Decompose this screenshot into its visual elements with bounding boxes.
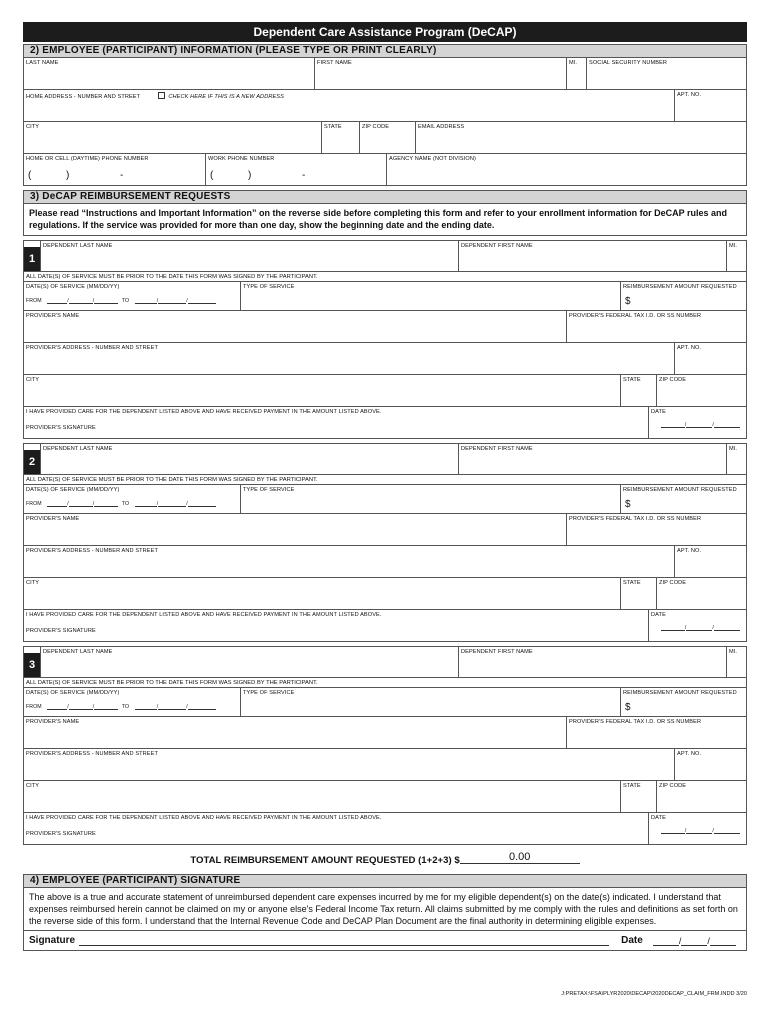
dates-of-service-field[interactable]: DATE(S) OF SERVICE (MM/DD/YY) FROM / / TO / / — [24, 282, 240, 310]
dates-of-service-field[interactable]: DATE(S) OF SERVICE (MM/DD/YY) FROM / / TO / / — [24, 688, 240, 716]
dependent-last-name-field[interactable]: DEPENDENT LAST NAME — [40, 241, 458, 271]
provider-zip-field[interactable]: ZIP CODE — [656, 781, 746, 812]
provider-state-field[interactable]: STATE — [620, 781, 656, 812]
provider-city-field[interactable]: CITY — [26, 580, 40, 586]
provider-signature-field[interactable]: I HAVE PROVIDED CARE FOR THE DEPENDENT LISTED ABOVE AND HAVE RECEIVED PAYMENT IN THE AMOUNT LISTED ABOVE. PROVIDER'S SIGNATURE — [26, 612, 382, 634]
dependent-last-name-field[interactable]: DEPENDENT LAST NAME — [40, 647, 458, 677]
home-address-field[interactable]: HOME ADDRESS - NUMBER AND STREET CHECK HERE IF THIS IS A NEW ADDRESS — [26, 94, 284, 100]
dates-notice: ALL DATE(S) OF SERVICE MUST BE PRIOR TO THE DATE THIS FORM WAS SIGNED BY THE PARTICIPANT. — [23, 475, 747, 485]
address-row — [23, 90, 747, 122]
provider-state-field[interactable]: STATE — [620, 578, 656, 609]
dependent-first-name-field[interactable]: DEPENDENT FIRST NAME — [458, 647, 726, 677]
provider-zip-field[interactable]: ZIP CODE — [656, 578, 746, 609]
apt-field[interactable]: APT. NO. — [674, 90, 746, 121]
dependent-number: 3 — [24, 653, 40, 677]
provider-apt-field[interactable]: APT. NO. — [674, 749, 746, 780]
dependent-mi-field[interactable]: MI. — [726, 647, 746, 677]
section4-statement: The above is a true and accurate statement of unreimbursed dependent care expenses incurred by me for my eligible dependent(s) on the date(s) indicated. I understand that expenses reimbursed herein cannot be claimed on my or anyone else's Federal Income Tax return. All claims submitted by me comply with the rules and definitions as set forth on the reverse side of this form. I understand that the Internal Revenue Code and DeCAP Plan Document are the final authority in determining eligible expenses. — [23, 888, 747, 931]
provider-address-field[interactable]: PROVIDER'S ADDRESS - NUMBER AND STREET — [26, 548, 158, 554]
zip-field[interactable]: ZIP CODE — [359, 122, 415, 153]
provider-signature-field[interactable]: I HAVE PROVIDED CARE FOR THE DEPENDENT LISTED ABOVE AND HAVE RECEIVED PAYMENT IN THE AMOUNT LISTED ABOVE. PROVIDER'S SIGNATURE — [26, 815, 382, 837]
date-label: Date — [621, 935, 643, 946]
total-label: TOTAL REIMBURSEMENT AMOUNT REQUESTED (1+2+3) $ — [190, 855, 460, 866]
type-of-service-field[interactable]: TYPE OF SERVICE — [240, 485, 620, 513]
provider-tax-id-field[interactable]: PROVIDER'S FEDERAL TAX I.D. OR SS NUMBER — [566, 514, 746, 545]
city-row — [23, 122, 747, 154]
home-phone-field[interactable]: HOME OR CELL (DAYTIME) PHONE NUMBER ( ) - — [26, 156, 149, 181]
dependent-number: 2 — [24, 450, 40, 474]
provider-tax-id-field[interactable]: PROVIDER'S FEDERAL TAX I.D. OR SS NUMBER — [566, 311, 746, 342]
section3-instructions: Please read “Instructions and Important Information” on the reverse side before completing this form and refer to your enrollment information for DeCAP rules and regulations. If the service was provided for more than one day, show the beginning date and the ending date. — [23, 204, 747, 236]
dates-notice: ALL DATE(S) OF SERVICE MUST BE PRIOR TO THE DATE THIS FORM WAS SIGNED BY THE PARTICIPANT. — [23, 678, 747, 688]
provider-city-field[interactable]: CITY — [26, 783, 40, 789]
provider-zip-field[interactable]: ZIP CODE — [656, 375, 746, 406]
total-row — [23, 851, 747, 868]
form-page — [23, 22, 747, 997]
dates-of-service-field[interactable]: DATE(S) OF SERVICE (MM/DD/YY) FROM / / TO / / — [24, 485, 240, 513]
section3-heading: 3) DeCAP REIMBURSEMENT REQUESTS — [23, 190, 747, 204]
provider-date-field[interactable]: DATE / / — [648, 407, 746, 438]
dependent-first-name-field[interactable]: DEPENDENT FIRST NAME — [458, 444, 726, 474]
provider-date-field[interactable]: DATE / / — [648, 610, 746, 641]
new-address-checkbox[interactable] — [158, 92, 165, 99]
reimbursement-amount-field[interactable]: REIMBURSEMENT AMOUNT REQUESTED $ — [620, 485, 746, 513]
provider-apt-field[interactable]: APT. NO. — [674, 343, 746, 374]
mi-field[interactable]: MI. — [566, 58, 586, 89]
dependent-block — [23, 443, 747, 642]
signature-field[interactable] — [79, 940, 609, 946]
reimbursement-amount-field[interactable]: REIMBURSEMENT AMOUNT REQUESTED $ — [620, 688, 746, 716]
form-title: Dependent Care Assistance Program (DeCAP) — [23, 22, 747, 42]
total-value[interactable]: 0.00 — [460, 851, 580, 864]
dependent-mi-field[interactable]: MI. — [726, 444, 746, 474]
dependent-number: 1 — [24, 247, 40, 271]
email-field[interactable]: EMAIL ADDRESS — [415, 122, 746, 153]
signature-date-field[interactable]: / / — [653, 936, 736, 946]
provider-signature-field[interactable]: I HAVE PROVIDED CARE FOR THE DEPENDENT LISTED ABOVE AND HAVE RECEIVED PAYMENT IN THE AMOUNT LISTED ABOVE. PROVIDER'S SIGNATURE — [26, 409, 382, 431]
last-name-field[interactable]: LAST NAME — [26, 60, 59, 66]
provider-state-field[interactable]: STATE — [620, 375, 656, 406]
provider-date-field[interactable]: DATE / / — [648, 813, 746, 844]
dependent-block — [23, 240, 747, 439]
work-phone-field[interactable]: WORK PHONE NUMBER ( ) - — [205, 154, 386, 185]
ssn-field[interactable]: SOCIAL SECURITY NUMBER — [586, 58, 746, 89]
state-field[interactable]: STATE — [321, 122, 359, 153]
section4-heading: 4) EMPLOYEE (PARTICIPANT) SIGNATURE — [23, 874, 747, 888]
reimbursement-amount-field[interactable]: REIMBURSEMENT AMOUNT REQUESTED $ — [620, 282, 746, 310]
provider-city-field[interactable]: CITY — [26, 377, 40, 383]
provider-address-field[interactable]: PROVIDER'S ADDRESS - NUMBER AND STREET — [26, 345, 158, 351]
signature-label: Signature — [29, 935, 76, 946]
signature-row — [23, 931, 747, 951]
dependent-block — [23, 646, 747, 845]
provider-apt-field[interactable]: APT. NO. — [674, 546, 746, 577]
dependent-last-name-field[interactable]: DEPENDENT LAST NAME — [40, 444, 458, 474]
city-field[interactable]: CITY — [26, 124, 40, 130]
type-of-service-field[interactable]: TYPE OF SERVICE — [240, 688, 620, 716]
provider-name-field[interactable]: PROVIDER'S NAME — [26, 313, 80, 319]
dependent-mi-field[interactable]: MI. — [726, 241, 746, 271]
provider-name-field[interactable]: PROVIDER'S NAME — [26, 516, 80, 522]
footer-path: J:PRETAX:\FSA\PLYR2020\DECAP\2020DECAP_CLAIM_FRM.INDD 3/20 — [561, 991, 747, 997]
dependents-list — [23, 240, 747, 845]
dates-notice: ALL DATE(S) OF SERVICE MUST BE PRIOR TO THE DATE THIS FORM WAS SIGNED BY THE PARTICIPANT. — [23, 272, 747, 282]
agency-field[interactable]: AGENCY NAME (NOT DIVISION) — [386, 154, 746, 185]
first-name-field[interactable]: FIRST NAME — [314, 58, 566, 89]
phone-row — [23, 154, 747, 186]
name-row — [23, 58, 747, 90]
provider-address-field[interactable]: PROVIDER'S ADDRESS - NUMBER AND STREET — [26, 751, 158, 757]
provider-tax-id-field[interactable]: PROVIDER'S FEDERAL TAX I.D. OR SS NUMBER — [566, 717, 746, 748]
section2-heading: 2) EMPLOYEE (PARTICIPANT) INFORMATION (PLEASE TYPE OR PRINT CLEARLY) — [23, 44, 747, 58]
provider-name-field[interactable]: PROVIDER'S NAME — [26, 719, 80, 725]
dependent-first-name-field[interactable]: DEPENDENT FIRST NAME — [458, 241, 726, 271]
type-of-service-field[interactable]: TYPE OF SERVICE — [240, 282, 620, 310]
